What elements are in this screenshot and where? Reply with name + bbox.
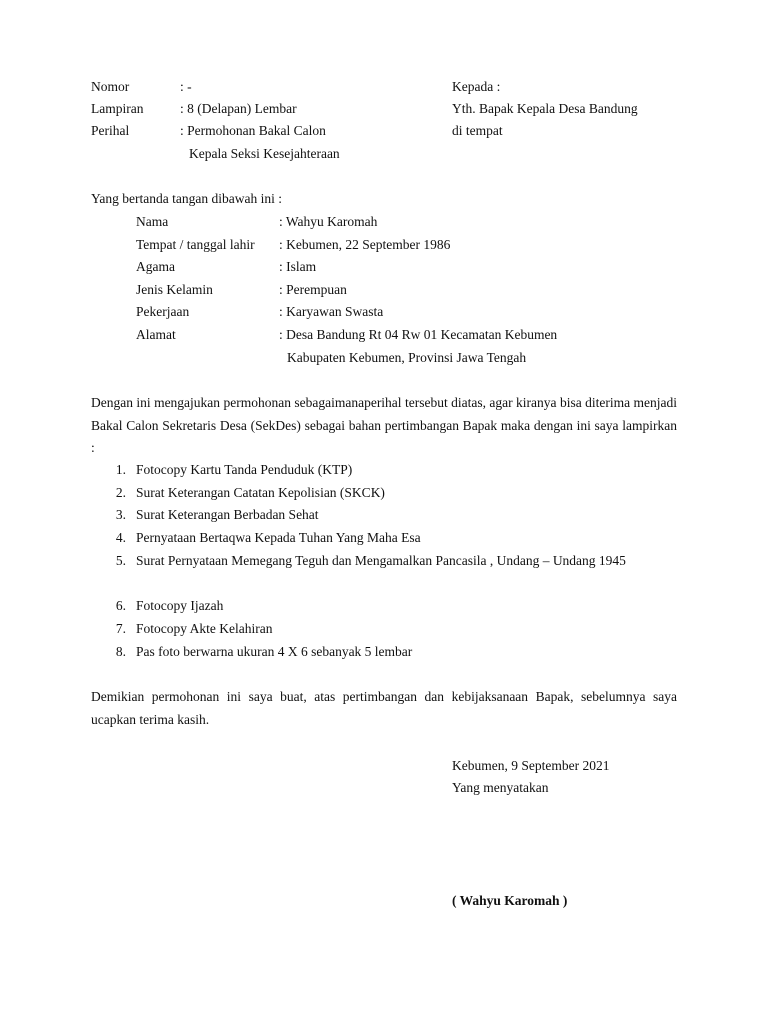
perihal-label: Perihal: [91, 123, 130, 138]
perihal-continuation: Kepala Seksi Kesejahteraan: [189, 146, 340, 161]
lampiran-value: : 8 (Delapan) Lembar: [180, 101, 297, 116]
identity-value: : Karyawan Swasta: [279, 304, 384, 319]
list-text: Surat Keterangan Berbadan Sehat: [136, 507, 319, 523]
nomor-value: : -: [180, 79, 192, 94]
recipient-place: di tempat: [452, 123, 503, 138]
identity-value: : Islam: [279, 259, 317, 274]
identity-label: Jenis Kelamin: [136, 282, 213, 297]
intro-text: Yang bertanda tangan dibawah ini :: [91, 191, 282, 206]
signature-place-date: Kebumen, 9 September 2021: [452, 758, 610, 773]
address-continuation: Kabupaten Kebumen, Provinsi Jawa Tengah: [287, 350, 527, 365]
identity-value: : Wahyu Karomah: [279, 214, 378, 229]
list-text: Surat Pernyataan Memegang Teguh dan Mengamalkan Pancasila , Undang – Undang 1945: [136, 552, 626, 568]
perihal-value: : Permohonan Bakal Calon: [180, 123, 326, 138]
identity-label: Nama: [136, 214, 169, 229]
list-text: Pernyataan Bertaqwa Kepada Tuhan Yang Maha Esa: [136, 530, 421, 546]
list-number: 5.: [115, 552, 126, 568]
lampiran-label: Lampiran: [91, 101, 144, 116]
list-text: Fotocopy Kartu Tanda Penduduk (KTP): [136, 462, 353, 477]
list-number: 3.: [115, 507, 126, 523]
list-number: 2.: [115, 484, 126, 500]
list-number: 4.: [115, 530, 126, 546]
list-text: Surat Keterangan Catatan Kepolisian (SKCK): [136, 484, 385, 500]
closing-paragraph: Demikian permohonan ini saya buat, atas pertimbangan dan kebijaksanaan Bapak, sebelumnya saya ucapkan terima kasih.: [91, 689, 677, 727]
list-text: Pas foto berwarna ukuran 4 X 6 sebanyak 5 lembar: [136, 643, 413, 659]
identity-label: Tempat / tanggal lahir: [136, 237, 255, 252]
list-number: 6.: [115, 598, 126, 614]
list-number: 7.: [115, 620, 126, 636]
identity-label: Alamat: [136, 327, 176, 342]
signature-declarant: Yang menyatakan: [452, 780, 549, 795]
list-text: Fotocopy Akte Kelahiran: [136, 620, 273, 636]
signature-name: ( Wahyu Karomah ): [452, 893, 568, 908]
list-text: Fotocopy Ijazah: [136, 598, 224, 614]
body-paragraph: Dengan ini mengajukan permohonan sebagaimanaperihal tersebut diatas, agar kiranya bisa diterima menjadi Bakal Calon Sekretaris Desa (SekDes) sebagai bahan pertimbangan Bapak maka dengan ini saya lampirkan :: [91, 395, 677, 456]
recipient-name: Yth. Bapak Kepala Desa Bandung: [452, 101, 638, 116]
list-number: 8.: [115, 643, 126, 659]
identity-value: : Kebumen, 22 September 1986: [279, 237, 451, 252]
identity-value: : Desa Bandung Rt 04 Rw 01 Kecamatan Kebumen: [279, 327, 558, 342]
identity-value: : Perempuan: [279, 282, 347, 297]
recipient-to: Kepada :: [452, 79, 501, 94]
identity-label: Pekerjaan: [136, 304, 190, 319]
nomor-label: Nomor: [91, 79, 130, 94]
list-number: 1.: [115, 462, 126, 477]
identity-label: Agama: [136, 259, 175, 274]
